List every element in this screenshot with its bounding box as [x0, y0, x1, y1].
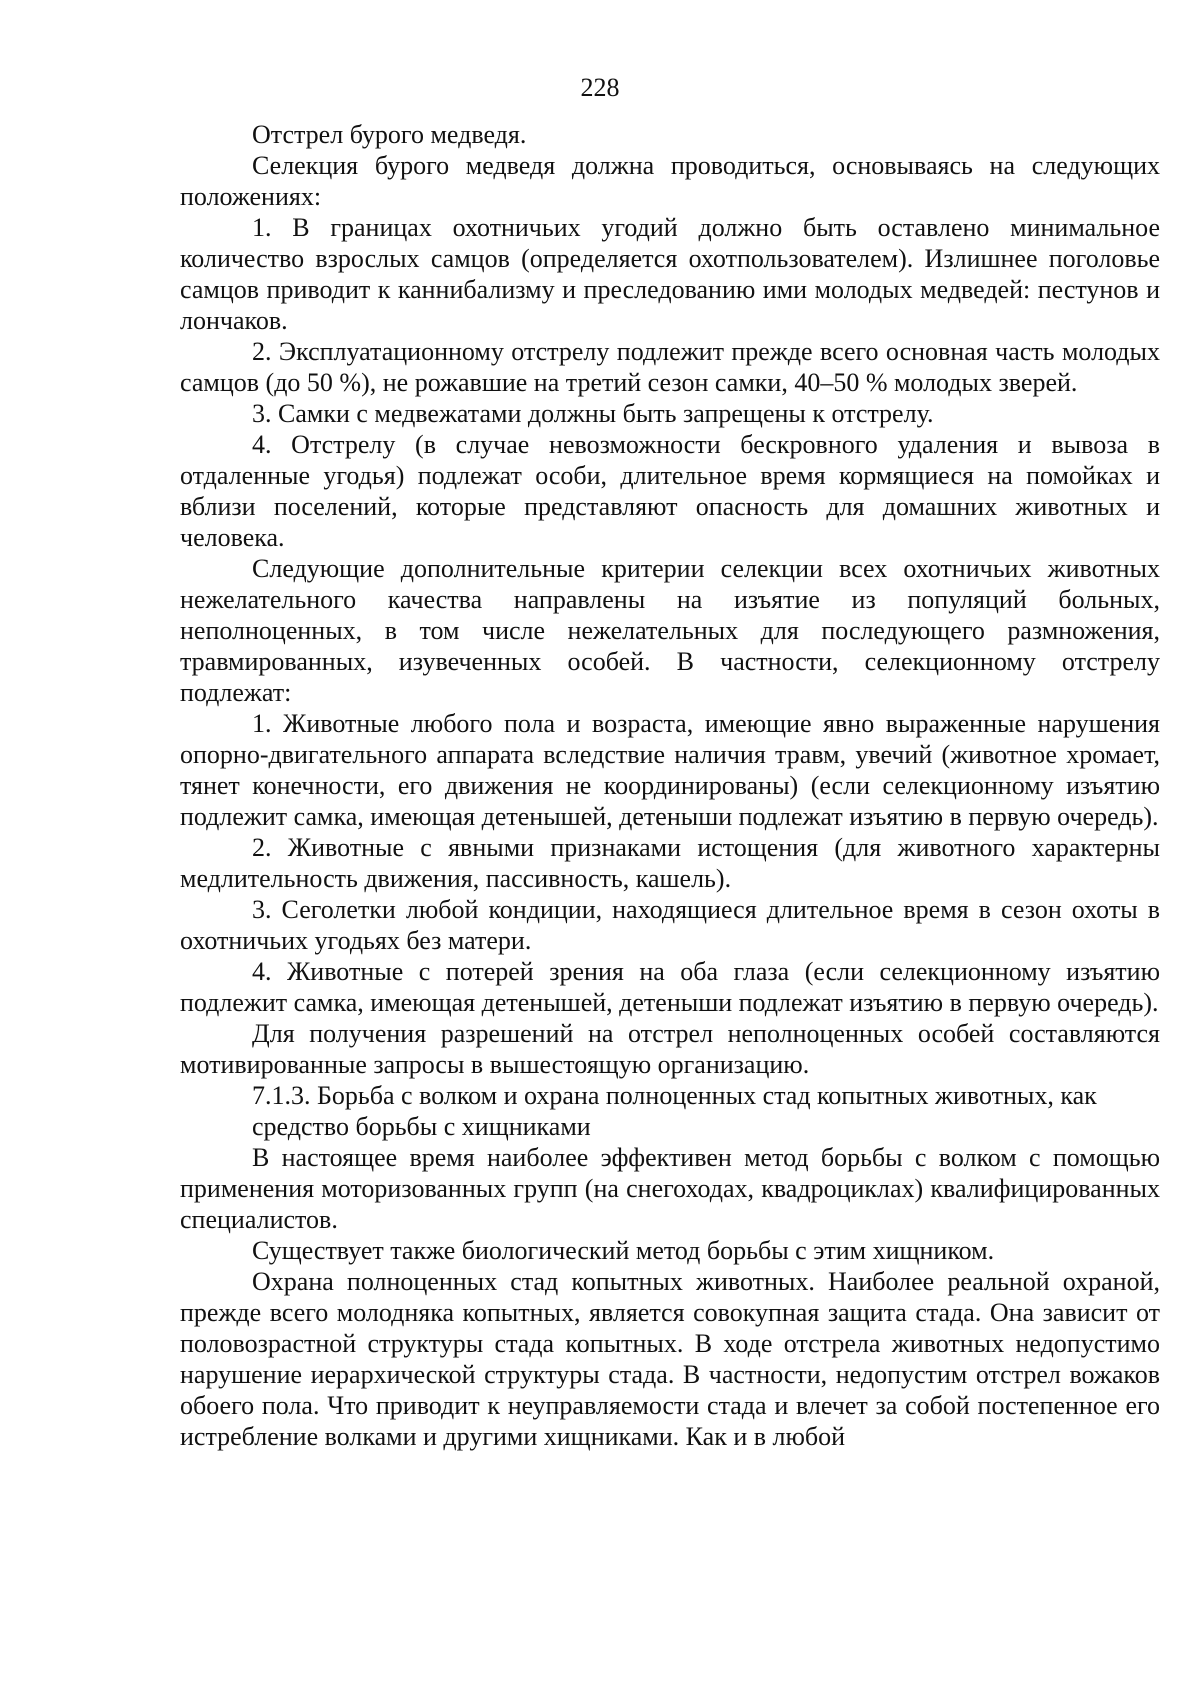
section-heading	[180, 1080, 1160, 1142]
paragraph-biological-method: Существует также биологический метод борьбы с этим хищником.	[252, 1236, 995, 1265]
paragraph-permits: Для получения разрешений на отстрел неполноценных особей составляются мотивированные запросы в вышестоящую организацию.	[180, 1019, 1160, 1079]
paragraph-selection-intro: Селекция бурого медведя должна проводиться, основываясь на следующих положениях:	[180, 151, 1160, 211]
paragraph-bear-rule-2: 2. Эксплуатационному отстрелу подлежит прежде всего основная часть молодых самцов (до 50 %), не рожавшие на третий сезон самки, 40–50 % молодых зверей.	[180, 337, 1160, 397]
paragraph-bear-rule-4: 4. Отстрелу (в случае невозможности бескровного удаления и вывоза в отдаленные угодья) подлежат особи, длительное время кормящиеся на помойках и вблизи поселений, которые представляют опасность для домашних животных и человека.	[180, 430, 1160, 552]
paragraph-bear-rule-3: 3. Самки с медвежатами должны быть запрещены к отстрелу.	[252, 399, 934, 428]
paragraph-criteria-3: 3. Сеголетки любой кондиции, находящиеся длительное время в сезон охоты в охотничьих угодьях без матери.	[180, 895, 1160, 955]
section-heading-line-2: средство борьбы с хищниками	[252, 1112, 591, 1141]
paragraph-criteria-2: 2. Животные с явными признаками истощения (для животного характерны медлительность движения, пассивность, кашель).	[180, 833, 1160, 893]
paragraph-bear-rule-1: 1. В границах охотничьих угодий должно быть оставлено минимальное количество взрослых самцов (определяется охотпользователем). Излишнее поголовье самцов приводит к каннибализму и преследованию ими молодых медведей: пестунов и лончаков.	[180, 213, 1160, 335]
section-heading-line-1: 7.1.3. Борьба с волком и охрана полноценных стад копытных животных, как	[252, 1081, 1097, 1110]
paragraph-criteria-1: 1. Животные любого пола и возраста, имеющие явно выраженные нарушения опорно-двигательного аппарата вследствие наличия травм, увечий (животное хромает, тянет конечности, его движения не координированы) (если селекционному изъятию подлежит самка, имеющая детенышей, детеныши подлежат изъятию в первую очередь).	[180, 709, 1160, 831]
paragraph-criteria-4: 4. Животные с потерей зрения на оба глаза (если селекционному изъятию подлежит самка, имеющая детенышей, детеныши подлежат изъятию в первую очередь).	[180, 957, 1160, 1017]
page-body	[180, 119, 1160, 1452]
paragraph-herd-protection: Охрана полноценных стад копытных животных. Наиболее реальной охраной, прежде всего молодняка копытных, является совокупная защита стада. Она зависит от половозрастной структуры стада копытных. В ходе отстрела животных недопустимо нарушение иерархической структуры стада. В частности, недопустим отстрел вожаков обоего пола. Что приводит к неуправляемости стада и влечет за собой постепенное его истребление волками и другими хищниками. Как и в любой	[180, 1267, 1160, 1451]
paragraph-additional-criteria: Следующие дополнительные критерии селекции всех охотничьих животных нежелательного качества направлены на изъятие из популяций больных, неполноценных, в том числе нежелательных для последующего размножения, травмированных, изувеченных особей. В частности, селекционному отстрелу подлежат:	[180, 554, 1160, 707]
paragraph-motorized-groups: В настоящее время наиболее эффективен метод борьбы с волком с помощью применения моторизованных групп (на снегоходах, квадроциклах) квалифицированных специалистов.	[180, 1143, 1160, 1234]
paragraph-bear-culling-title: Отстрел бурого медведя.	[252, 120, 527, 149]
page-number: 228	[580, 73, 620, 102]
